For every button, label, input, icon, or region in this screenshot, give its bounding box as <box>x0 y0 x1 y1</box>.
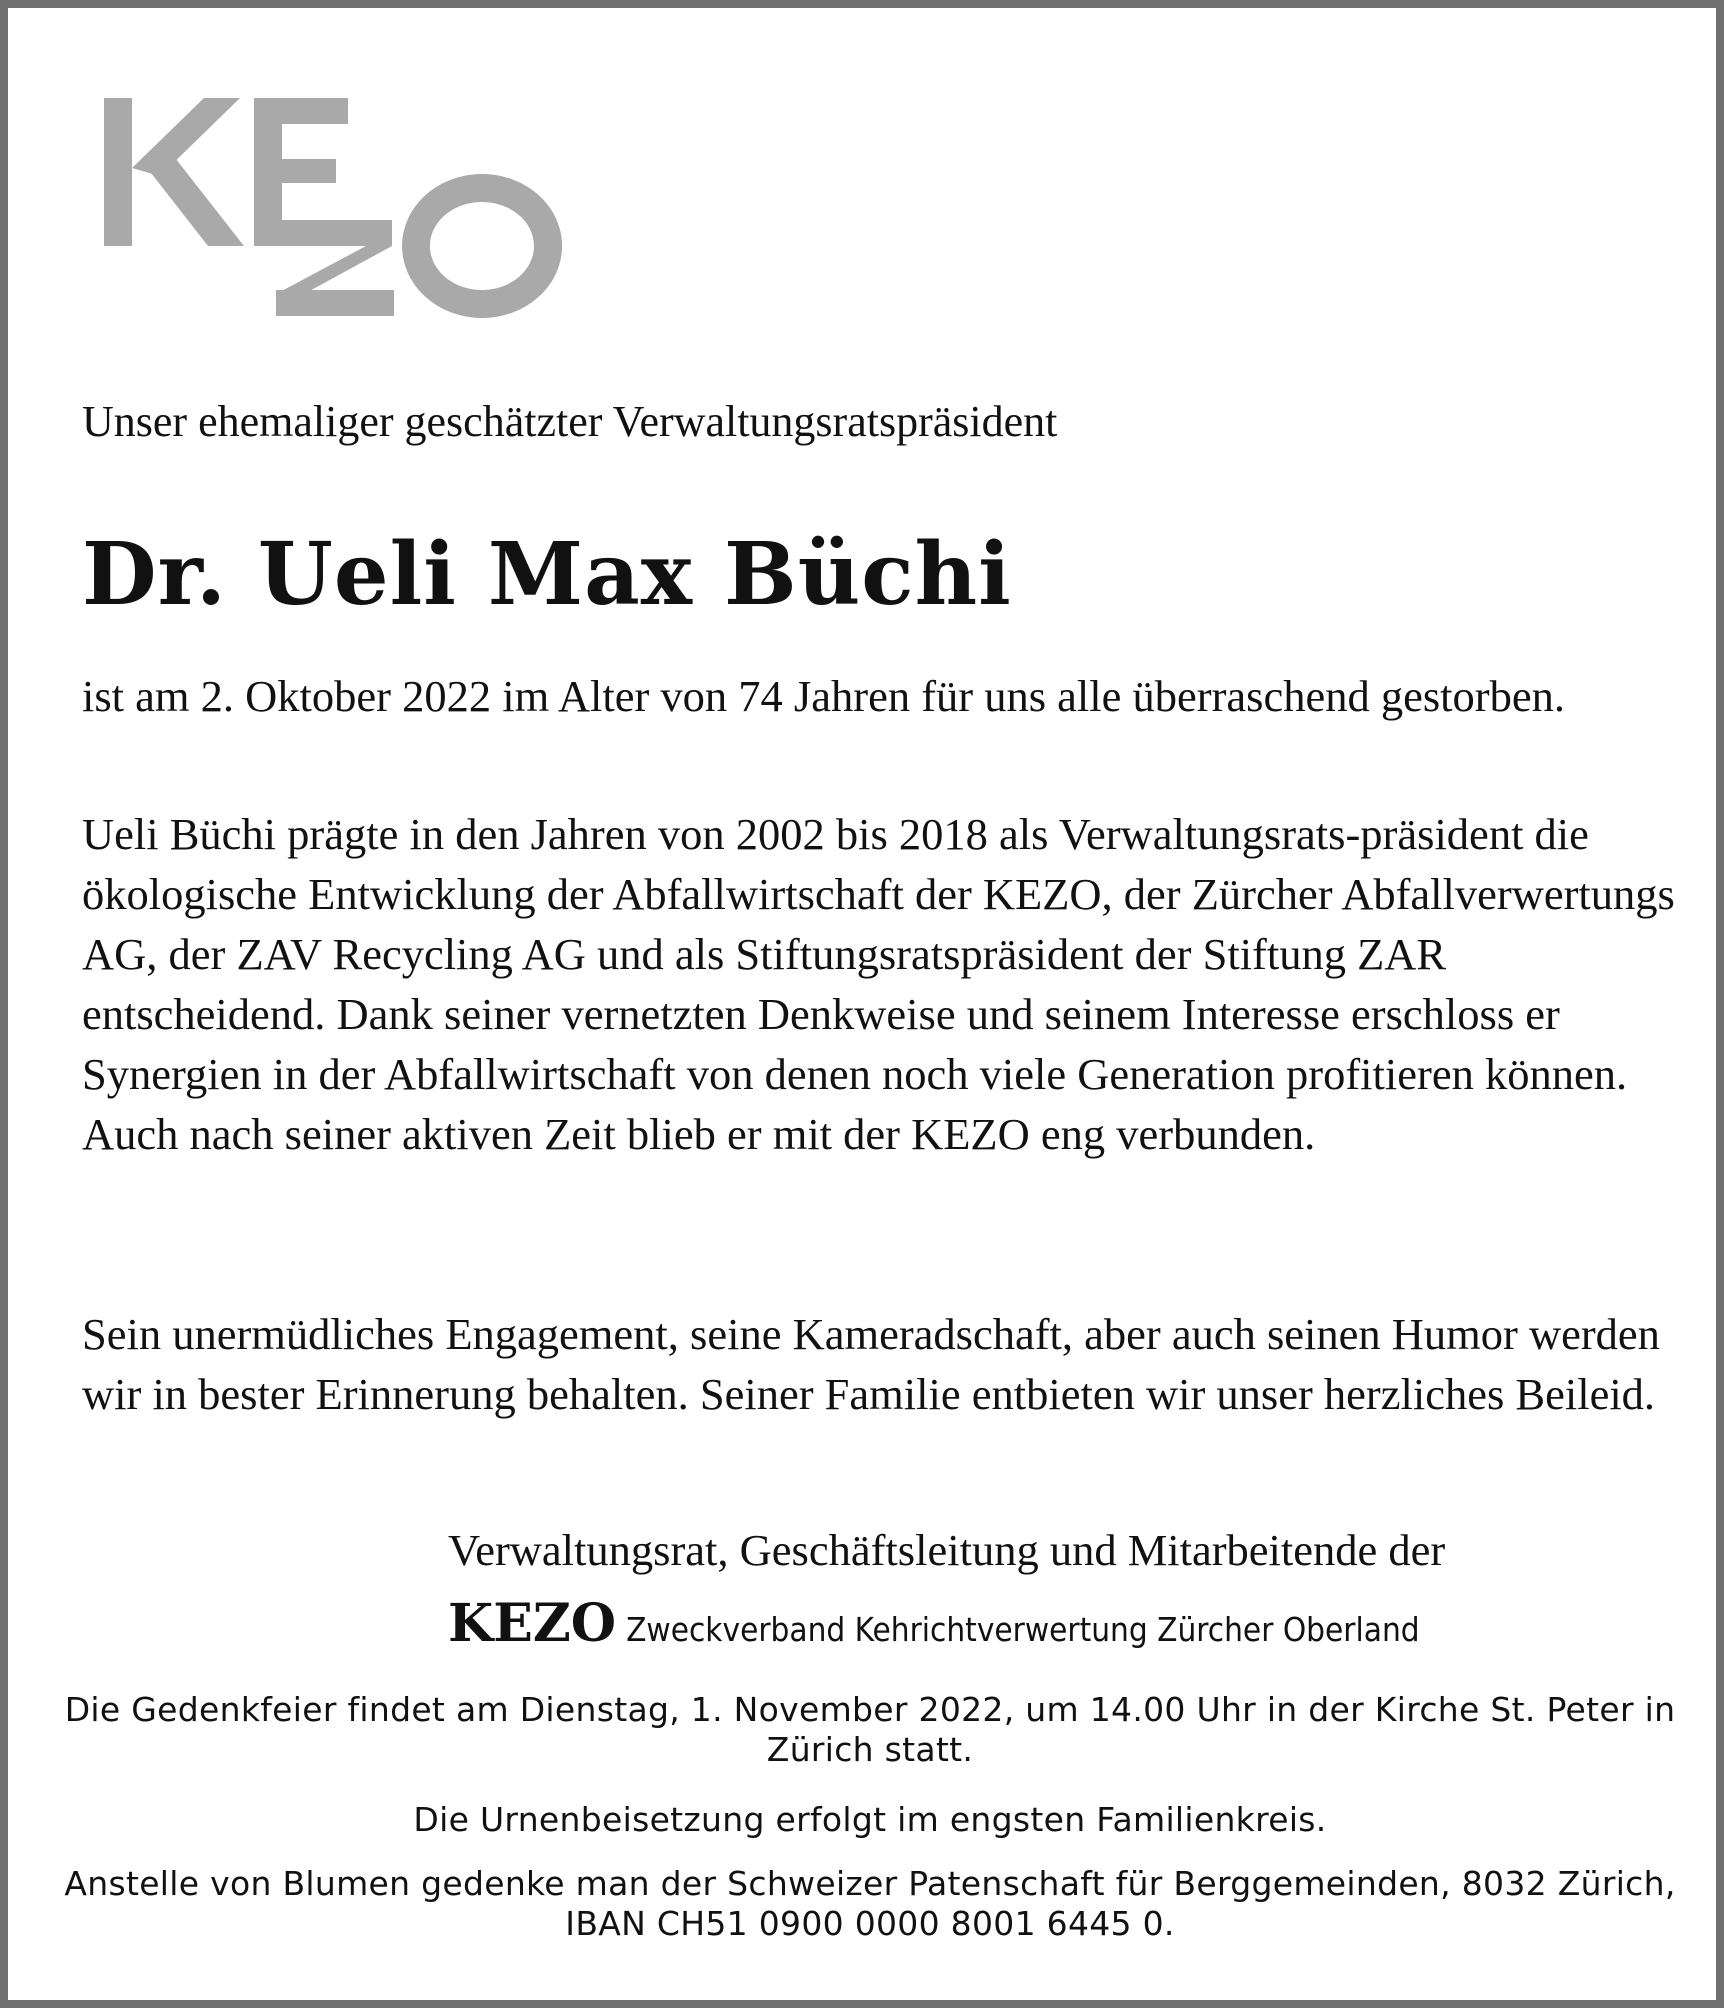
kezo-logo-graphic <box>104 98 584 318</box>
memorial-service-info: Die Gedenkfeier findet am Dienstag, 1. November 2022, um 14.00 Uhr in der Kirche St. Peter in Zürich statt. <box>64 1690 1676 1769</box>
paragraph-career: Ueli Büchi prägte in den Jahren von 2002 bis 2018 als Verwaltungsrats-präsident die ökologische Entwicklung der Abfallwirtschaft der KEZO, der Zürcher Abfallverwertungs AG, der ZAV Recycling AG und als Stiftungsratspräsident der Stiftung ZAR entscheidend. Dank seiner vernetzten Denkweise und seinem Interesse erschloss er Synergien in der Abfallwirtschaft von denen noch viele Generation profitieren können. Auch nach seiner aktiven Zeit blieb er mit der KEZO eng verbunden. <box>82 809 1675 1159</box>
paragraph-death: ist am 2. Oktober 2022 im Alter von 74 Jahren für uns alle überraschend gestorben. <box>82 671 1565 721</box>
intro-line: Unser ehemaliger geschätzter Verwaltungsratspräsident <box>82 397 1058 446</box>
deceased-name: Dr. Ueli Max Büchi <box>82 524 1012 625</box>
signature-organization <box>448 1592 1688 1662</box>
burial-info: Die Urnenbeisetzung erfolgt im engsten Familienkreis. <box>413 1800 1327 1839</box>
organization-full-name: Zweckverband Kehrichtverwertung Zürcher Oberland <box>626 1610 1420 1649</box>
paragraph-condolence: Sein unermüdliches Engagement, seine Kameradschaft, aber auch seinen Humor werden wir in bester Erinnerung behalten. Seiner Familie entbieten wir unser herzliches Beileid. <box>82 1309 1660 1419</box>
signature-line: Verwaltungsrat, Geschäftsleitung und Mitarbeitende der <box>448 1525 1446 1575</box>
organization-short-name: KEZO <box>448 1593 617 1654</box>
kezo-logo <box>104 98 584 318</box>
donation-info: Anstelle von Blumen gedenke man der Schweizer Patenschaft für Berggemeinden, 8032 Zürich, IBAN CH51 0900 0000 8001 6445 0. <box>64 1864 1676 1943</box>
